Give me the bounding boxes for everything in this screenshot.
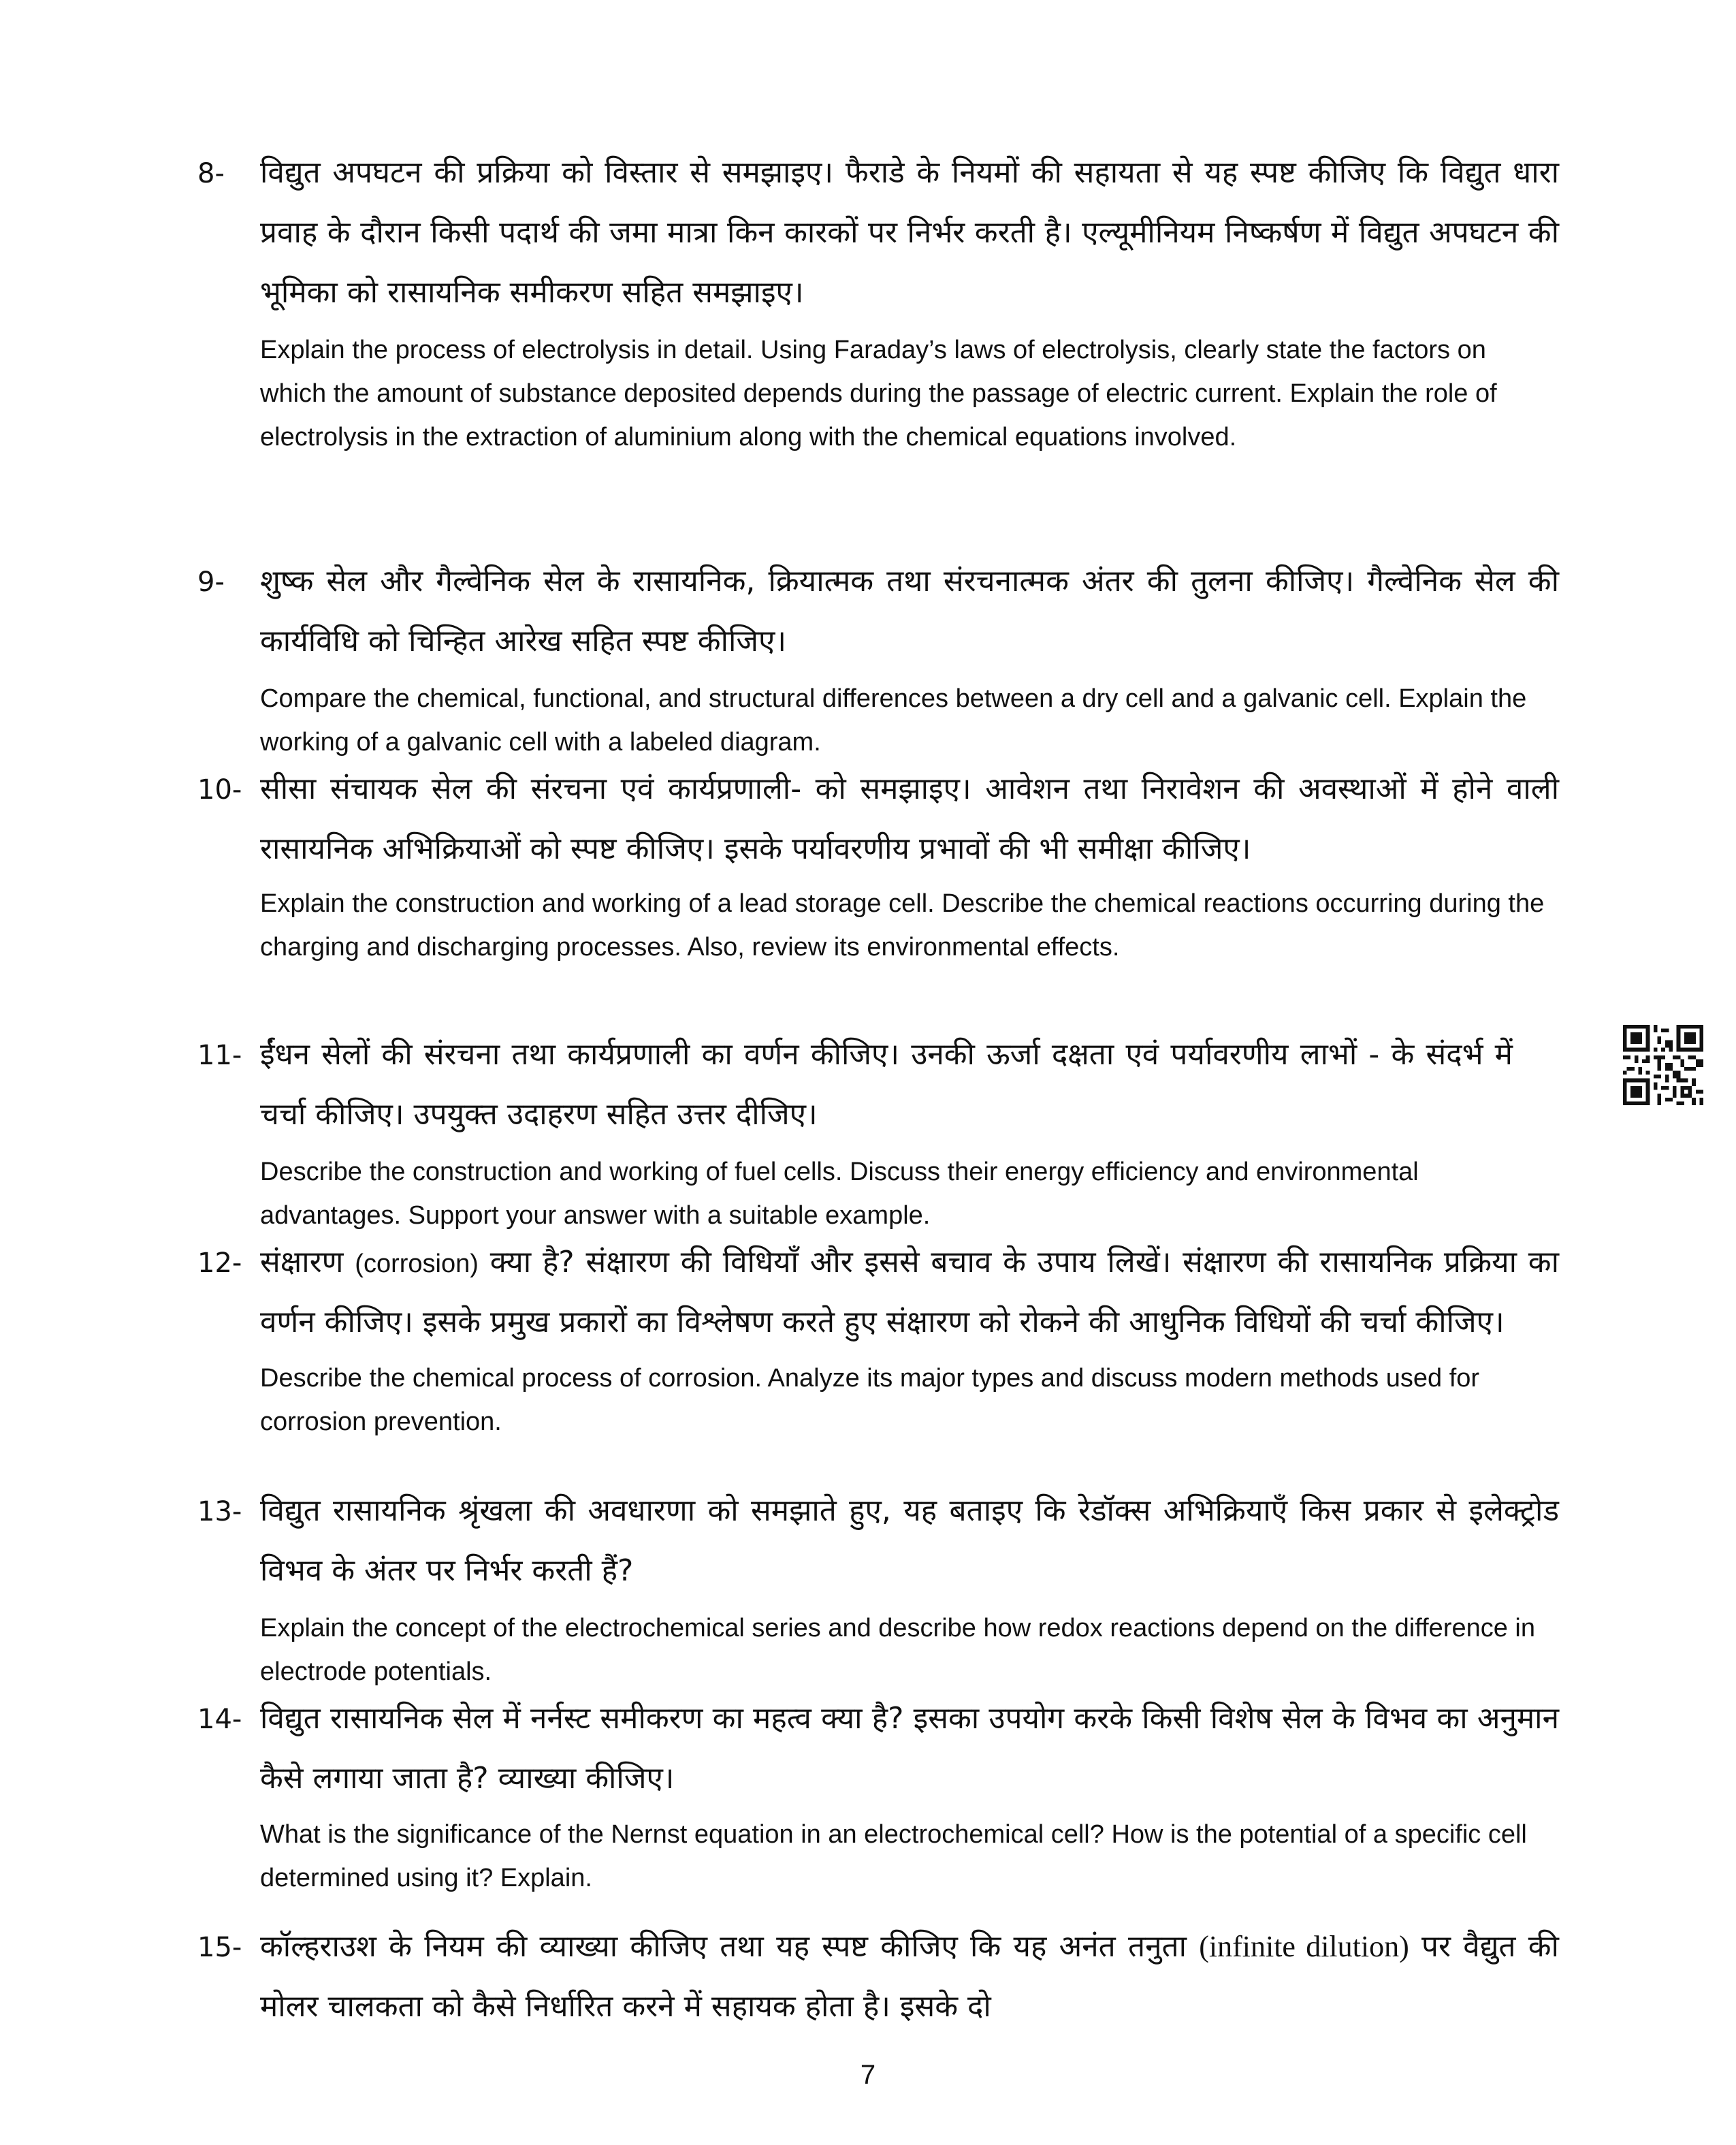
hindi-continuation: क्या है? संक्षारण की विधियाँ और इससे बचाव के उपाय लिखें। संक्षारण की रासायनिक प्रक्रिया का वर्णन कीजिए। इसके प्रमुख प्रकारों का विश्लेषण करते हुए संक्षारण को रोकने की आधुनिक विधियों की चर्चा कीजिए। — [260, 1245, 1559, 1339]
question-15 — [197, 1917, 1559, 2037]
question-number: 15- — [197, 1932, 242, 1963]
question-english-text: Describe the chemical process of corrosion. Analyze its major types and discuss modern methods used for corrosion prevention. — [260, 1364, 1480, 1436]
question-number: 11- — [197, 1040, 242, 1071]
question-english-text: Compare the chemical, functional, and structural differences between a dry cell and a galvanic cell. Explain the working of a galvanic cell with a labeled diagram. — [260, 684, 1527, 757]
english-term: (infinite dilution) — [1199, 1930, 1409, 1963]
question-english-text: Describe the construction and working of fuel cells. Discuss their energy efficiency and environmental advantages. Support your answer with a suitable example. — [260, 1158, 1419, 1230]
question-hindi-text — [260, 1233, 1559, 1352]
question-number: 9- — [197, 567, 225, 598]
question-hindi-text: विद्युत अपघटन की प्रक्रिया को विस्तार से समझाइए। फैराडे के नियमों की सहायता से यह स्पष्ट कीजिए कि विद्युत धारा प्रवाह के दौरान किसी पदार्थ की जमा मात्रा किन कारकों पर निर्भर करती है। एल्यूमीनियम निष्कर्षण में विद्युत अपघटन की भूमिका को रासायनिक समीकरण सहित समझाइए। — [260, 155, 1559, 310]
question-english-text: Explain the process of electrolysis in detail. Using Faraday’s laws of electrolysis, clearly state the factors on which the amount of substance deposited depends during the passage of electric current. Explain the role of electrolysis in the extraction of aluminium along with the chemical equations involved. — [260, 336, 1497, 451]
page-number: 7 — [860, 2060, 876, 2090]
hindi-text-part-1: कॉल्हराउश के नियम की व्याख्या कीजिए तथा यह स्पष्ट कीजिए कि यह अनंत तनुता — [260, 1929, 1187, 1964]
question-english-text: Explain the concept of the electrochemical series and describe how redox reactions depend on the difference in electrode potentials. — [260, 1614, 1536, 1686]
question-hindi-text: सीसा संचायक सेल की संरचना एवं कार्यप्रणाली- को समझाइए। आवेशन तथा निरावेशन की अवस्थाओं में होने वाली रासायनिक अभिक्रियाओं को स्पष्ट कीजिए। इसके पर्यावरणीय प्रभावों की भी समीक्षा कीजिए। — [260, 772, 1559, 866]
english-term: (corrosion) — [355, 1250, 479, 1278]
question-10 — [197, 759, 1559, 969]
question-8 — [197, 143, 1559, 459]
question-9 — [197, 552, 1559, 764]
qr-code-icon — [1623, 1025, 1703, 1105]
question-number: 12- — [197, 1248, 242, 1279]
question-13 — [197, 1481, 1559, 1694]
question-english-text: Explain the construction and working of a lead storage cell. Describe the chemical reactions occurring during the charging and discharging processes. Also, review its environmental effects. — [260, 889, 1545, 962]
question-hindi-text: ईंधन सेलों की संरचना तथा कार्यप्रणाली का वर्णन कीजिए। उनकी ऊर्जा दक्षता एवं पर्यावरणीय लाभों - के संदर्भ में चर्चा कीजिए। उपयुक्त उदाहरण सहित उत्तर दीजिए। — [260, 1037, 1513, 1132]
question-number: 10- — [197, 774, 242, 806]
question-hindi-text: विद्युत रासायनिक श्रृंखला की अवधारणा को समझाते हुए, यह बताइए कि रेडॉक्स अभिक्रियाएँ किस प्रकार से इलेक्ट्रोड विभव के अंतर पर निर्भर करती हैं? — [260, 1493, 1559, 1588]
question-english-text: What is the significance of the Nernst equation in an electrochemical cell? How is the potential of a specific cell determined using it? Explain. — [260, 1820, 1527, 1892]
question-hindi-text: विद्युत रासायनिक सेल में नर्नस्ट समीकरण का महत्व क्या है? इसका उपयोग करके किसी विशेष सेल के विभव का अनुमान कैसे लगाया जाता है? व्याख्या कीजिए। — [260, 1701, 1559, 1796]
hindi-text-part-2: पर वैद्युत की मोलर चालकता को कैसे निर्धारित करने में सहायक होता है। इसके दो — [260, 1929, 1559, 2024]
question-12 — [197, 1233, 1559, 1444]
question-number: 14- — [197, 1704, 242, 1735]
hindi-term: संक्षारण — [260, 1245, 344, 1280]
question-hindi-text: शुष्क सेल और गैल्वेनिक सेल के रासायनिक, क्रियात्मक तथा संरचनात्मक अंतर की तुलना कीजिए। गैल्वेनिक सेल की कार्यविधि को चिन्हित आरेख सहित स्पष्ट कीजिए। — [260, 564, 1559, 658]
question-number: 8- — [197, 158, 225, 189]
question-hindi-text — [260, 1917, 1559, 2037]
question-14 — [197, 1689, 1559, 1900]
question-number: 13- — [197, 1496, 242, 1527]
question-11 — [197, 1025, 1559, 1237]
